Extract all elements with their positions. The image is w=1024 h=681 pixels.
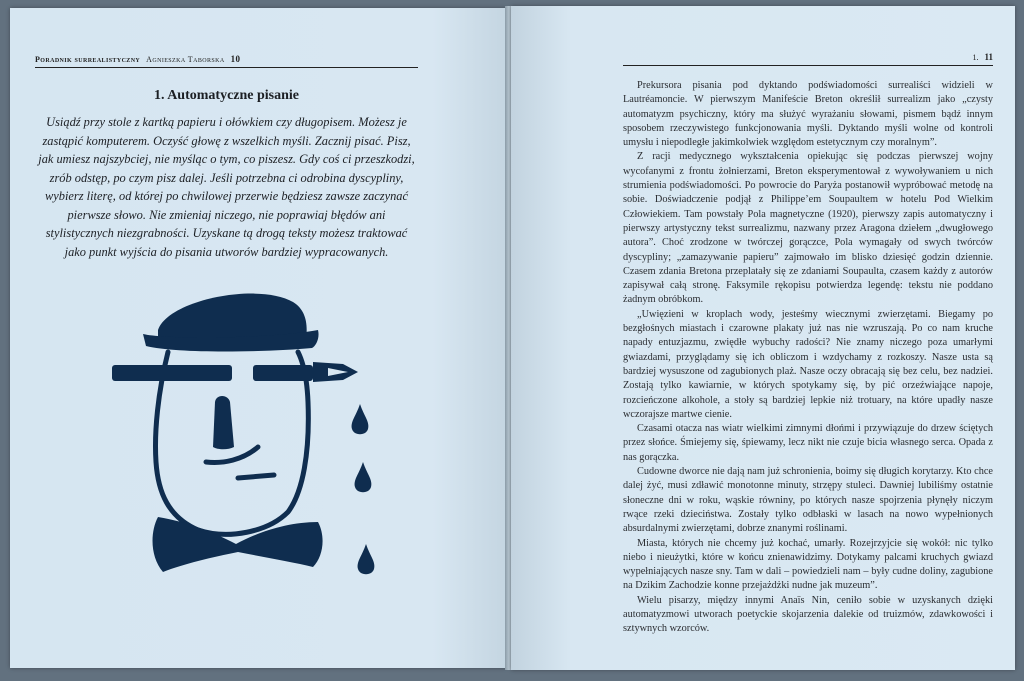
- paragraph: Miasta, których nie chcemy już kochać, umarły. Rozejrzyjcie się wokół: nic tylko niebo i nieużytki, które w końcu znienawidzimy. Dotykamy palcami kruchych gwiazd wypełniających nasze sny. Tam w dali – powiedzieli nam – były cudne doliny, zagubione na Dzikim Zachodzie konne przejażdżki nudne jak muzeum”.: [623, 537, 993, 592]
- tear-drop-3: [358, 544, 375, 574]
- right-eye: [253, 365, 313, 381]
- paragraph: „Uwięzieni w kroplach wody, jesteśmy wiecznymi zwierzętami. Biegamy po bezgłośnych miastach i czarowne plakaty już nas nie wzruszają. Po co nam kruche napady entuzjazmu, zwiędłe wybuchy radości? Nie znamy niczego poza umarłymi gwiazdami, przyglądamy się ich obliczom i wzdychamy z rozkoszy. Nasze usta są bardziej wysuszone od zagubionych plaż. Nasze oczy obracają się bez celu, bez nadziei. Zostają tylko kawiarnie, w których spotykamy się, by pić orzeźwiające napoje, rozcieńczone alkohole, a stoły są bardziej lepkie niż trotuary, na które upadły nasze wczorajsze martwe cienie.: [623, 308, 993, 420]
- right-page: [511, 6, 1015, 670]
- paragraph: Prekursora pisania pod dyktando podświadomości surrealiści widzieli w Lautréamoncie. W pierwszym Manifeście Breton określił surrealizm jako „czysty automatyzm psychiczny, który ma służyć wyrażaniu słowami, pismem bądź innym sposobem rzeczywistego funkcjonowania myśli. Dyktando myśli wolne od kontroli umysłu i niepodległe jakimkolwiek względom estetycznym czy moralnym”.: [623, 80, 993, 149]
- man-with-pen-eye-illustration: [88, 282, 428, 592]
- body-text: [623, 79, 993, 637]
- running-head-right: [623, 52, 993, 66]
- intro-text: Usiądź przy stole z kartką papieru i ołówkiem czy długopisem. Możesz je zastąpić komputerem. Oczyść głowę z wszelkich myśli. Zacznij pisać. Pisz, jak umiesz najszybciej, nie myśląc o tym, co piszesz. Gdy coś ci przeszkodzi, zrób odstęp, po czym pisz dalej. Jeśli potrzebna ci odrobina dyscypliny, wybierz literę, od której po chwilowej przerwie będziesz zawsze zaczynać pierwsze słowo. Nie zmieniaj niczego, nie poprawiaj błędów ani stylistycznych niezgrabności. Uzyskane tą drogą teksty możesz traktować jako punkt wyjścia do pisania utworów bardziej wypracowanych.: [38, 115, 415, 259]
- left-page: [10, 8, 507, 668]
- left-eye: [112, 365, 232, 381]
- nose: [213, 396, 234, 449]
- series-title: Poradnik surrealistyczny: [35, 55, 141, 64]
- paragraph: Wielu pisarzy, między innymi Anaïs Nin, ceniło sobie w uzyskanych dzięki automatyzmowi utworach poetyckie skojarzenia dalekie od truizmów, zdawkowości i sztywnych wzorców.: [623, 594, 993, 635]
- paragraph: Czasami otacza nas wiatr wielkimi zimnymi dłońmi i przywiązuje do drzew ściętych przez słońce. Śmiejemy się, śpiewamy, lecz nikt nie czuje bicia własnego serca. Opada z nas gorączka.: [623, 423, 993, 463]
- author-name: Agnieszka Taborska: [146, 55, 225, 64]
- page-number-right: 11: [984, 52, 993, 62]
- tear-drop-1: [352, 404, 369, 434]
- paragraph: Cudowne dworce nie dają nam już schronienia, boimy się długich korytarzy. Kto chce dalej żyć, musi zdławić monotonne minuty, strzępy stuleci. Dawniej lubiliśmy ostatnie słoneczne dni w roku, wąskie równiny, po których nasze spojrzenia płynęły niczym rwące rzeki dzieciństwa. Zostały tylko odbłaski w lasach na nowo wypełnionych absurdalnymi zwierzętami, dobrze znanymi roślinami.: [623, 466, 993, 535]
- chapter-title: 1. Automatyczne pisanie: [153, 88, 300, 103]
- collar-bow: [153, 517, 323, 572]
- mouth: [206, 447, 258, 462]
- running-head-left: [35, 54, 418, 68]
- chapter-number: 1.: [972, 53, 979, 62]
- page-number-left: 10: [230, 54, 241, 64]
- tear-drop-2: [355, 462, 372, 492]
- paragraph: Z racji medycznego wykształcenia opiekując się podczas pierwszej wojny wycofanymi z frontu żołnierzami, Breton eksperymentował z wywoływaniem u nich strumienia podświadomości. Po powrocie do Paryża postanowił wypróbować metodę na sobie. Doświadczenie podjął z Philippe’em Soupaultem w hotelu Pod Wielkim Człowiekiem. Tam powstały Pola magnetyczne (1920), pierwszy zapis automatyczny i pierwszy artystyczny tekst surrealizmu, nazwany przez Aragona dziełem „dwugłowego autora”. Choć zrodzone w twórczej gorączce, Pola wymagały od swych twórców dyscypliny; „zamazywanie papieru” zajmowało im blisko dziesięć godzin dziennie. Czasem zdania Bretona przeplatały się ze zdaniami Soupaulta, czasem każdy z autorów zapisywał całą stronę. Faksymile rękopisu potwierdza legendę: tekstu nie poddano żadnym obróbkom.: [623, 151, 993, 306]
